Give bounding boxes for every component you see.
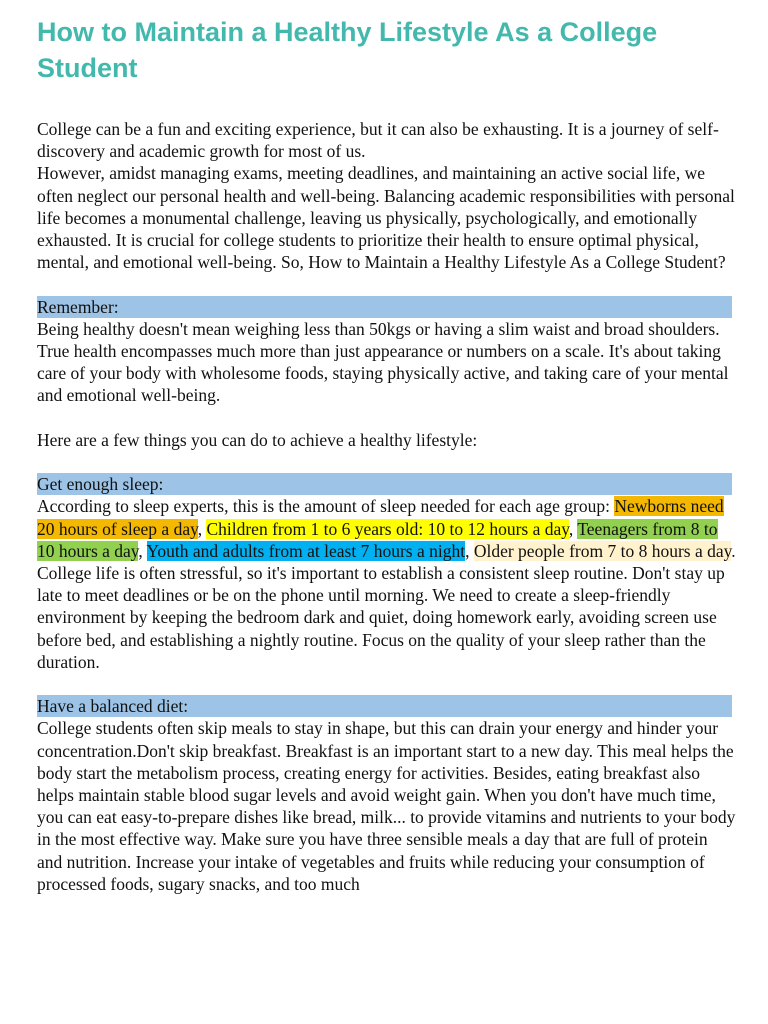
highlight-newborns: Newborns need 20 hours of sleep a day: [37, 496, 724, 539]
highlight-teenagers: Teenagers from 8 to 10 hours a day: [37, 518, 718, 561]
lead-paragraph: Here are a few things you can do to achieve a healthy lifestyle:: [37, 429, 478, 450]
paragraph-spacer: [37, 407, 737, 429]
page-title: How to Maintain a Healthy Lifestyle As a College Student: [37, 17, 658, 83]
sleep-paragraph: [37, 495, 737, 673]
intro-paragraph-2: However, amidst managing exams, meeting deadlines, and maintaining an active social life, we often neglect our personal health and well-being. Balancing academic responsibilities with personal life becomes a monumental challenge, leaving us physically, psychologically, and emotionally exhausted. It is crucial for college students to prioritize their health to ensure optimal physical, mental, and emotional well-being. So, How to Maintain a Healthy Lifestyle As a College Student?: [37, 163, 735, 273]
intro-paragraph-1: College can be a fun and exciting experience, but it can also be exhausting. It is a journey of self-discovery and academic growth for most of us.: [37, 119, 719, 162]
separator: ,: [138, 540, 147, 561]
separator: ,: [197, 518, 207, 539]
sleep-rest-text: . College life is often stressful, so it's important to establish a consistent sleep routine. Don't stay up late to meet deadlines or be on the phone until morning. We need to create a sleep-friendly environment by keeping the bedroom dark and quiet, doing homework early, avoiding screen use before bed, and establishing a nightly routine. Focus on the quality of your sleep rather than the duration.: [37, 540, 736, 672]
diet-heading: Have a balanced diet:: [37, 695, 732, 717]
paragraph-spacer: [37, 673, 737, 695]
separator: ,: [465, 540, 474, 561]
highlight-children: Children from 1 to 6 years old: 10 to 12 hours a day: [206, 518, 569, 539]
highlight-adults: Youth and adults from at least 7 hours a night: [146, 540, 466, 561]
sleep-intro-text: According to sleep experts, this is the amount of sleep needed for each age group:: [37, 496, 615, 517]
paragraph-spacer: [37, 273, 737, 295]
remember-paragraph: Being healthy doesn't mean weighing less than 50kgs or having a slim waist and broad shoulders. True health encompasses much more than just appearance or numbers on a scale. It's about taking care of your body with wholesome foods, staying physically active, and taking care of your mental and emotional well-being.: [37, 318, 729, 406]
paragraph-spacer: [37, 451, 737, 473]
highlight-older-people: Older people from 7 to 8 hours a day: [473, 540, 732, 561]
diet-paragraph: College students often skip meals to stay in shape, but this can drain your energy and hinder your concentration.Don't skip breakfast. Breakfast is an important start to a new day. This meal helps the body start the metabolism process, creating energy for activities. Besides, eating breakfast also helps maintain stable blood sugar levels and avoid weight gain. When you don't have much time, you can eat easy-to-prepare dishes like bread, milk... to provide vitamins and nutrients to your body in the most effective way. Make sure you have three sensible meals a day that are full of protein and nutrition. Increase your intake of vegetables and fruits while reducing your consumption of processed foods, sugary snacks, and too much: [37, 718, 736, 894]
remember-heading: Remember:: [37, 296, 732, 318]
separator: ,: [568, 518, 578, 539]
sleep-heading: Get enough sleep:: [37, 473, 732, 495]
article-body: [37, 118, 737, 895]
